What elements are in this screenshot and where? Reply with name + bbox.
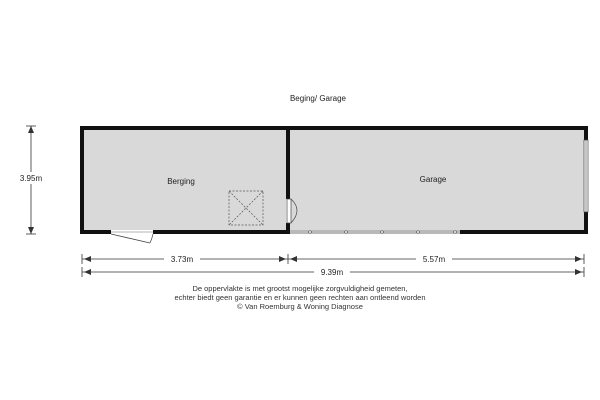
berging-door (111, 230, 153, 243)
width-dimension-row1 (82, 254, 584, 264)
plan-title: Beging/ Garage (289, 94, 347, 103)
wall-bottom-right (460, 230, 588, 234)
wall-top (80, 126, 588, 130)
garage-width-label: 5.57m (422, 255, 446, 264)
garage-door (290, 230, 460, 234)
total-width-label: 9.39m (320, 268, 344, 277)
room-label-berging: Berging (167, 177, 195, 186)
height-label: 3.95m (19, 174, 43, 183)
wall-left (80, 126, 84, 234)
wall-bottom-left (80, 230, 111, 234)
room-label-garage: Garage (419, 175, 447, 184)
garage-window (584, 140, 588, 212)
berging-width-label: 3.73m (170, 255, 194, 264)
disclaimer (0, 284, 600, 311)
disclaimer-line-1: De oppervlakte is met grootst mogelijke zorgvuldigheid gemeten, (192, 284, 408, 293)
disclaimer-line-2: echter biedt geen garantie en er kunnen geen rechten aan ontleend worden (174, 293, 426, 302)
wall-bottom-mid (153, 230, 289, 234)
disclaimer-line-3: © Van Roemburg & Woning Diagnose (237, 302, 363, 311)
